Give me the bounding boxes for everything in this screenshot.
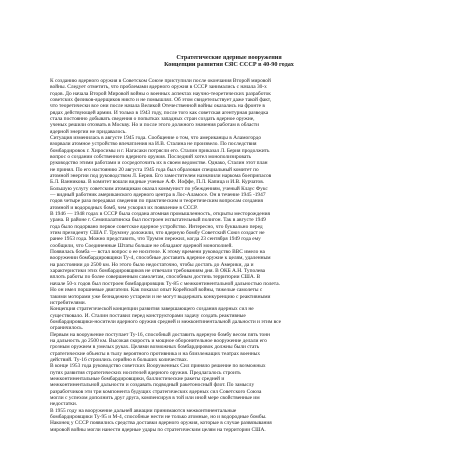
text-line: годов. До начала Второй Мировой войны о военных аспектах научно-теоретических разработок xyxy=(50,90,271,97)
text-line: Большую услугу советским атомщикам оказал коммунист по убеждениям, ученый Клаус Фукс xyxy=(50,185,268,192)
title-line-1: Стратегические ядерные вооружения xyxy=(176,54,282,61)
text-line: межконтинентальные бомбардировщики, баллистические ракеты средней и xyxy=(50,375,225,382)
text-line: Ситуация изменилась в августе 1945 года. Сообщение о том, что американцы в Аламогордо xyxy=(50,134,262,141)
text-line: мировой войны могли нанести ядерные удары по стратегическим целям на территории США. xyxy=(50,426,266,433)
document-title xyxy=(50,54,408,69)
text-line: стала постоянно добывать сведения о попытках западных стран создать ядерное оружие, xyxy=(50,115,255,122)
text-line: В конце 1953 года руководство советских Вооруженных Сил приняло решение по возможных xyxy=(50,363,266,370)
text-line: вооружении бомбардировщики Ту-4, способные доставить ядерное оружие к целям, удаленным xyxy=(50,255,271,262)
title-line-2: Концепции развития СЯС СССР в 40-90 годах xyxy=(164,61,294,69)
text-line: действий. Ту-16 строились серийно в больших количествах. xyxy=(50,356,189,363)
text-line: годов четыре раза передавал сведения по практическим и теоретическим вопросам создания xyxy=(50,198,263,205)
text-line: ранее 1953 года. Можно представить, что Трумэн пережил, когда 23 сентября 1949 года ему xyxy=(50,236,261,243)
text-line: — видный работник американского ядерного центра в Лос-Аламосе. Он в течение 1945 -1947 xyxy=(50,192,266,198)
text-line: на дальность до 2500 км. Высокая скорость и мощное оборонительное вооружение делали его xyxy=(50,337,267,344)
text-line: руководство этими работами и сосредоточить их в своем ведомстве. Однако, Сталин этот план xyxy=(50,160,268,167)
document-body xyxy=(50,78,408,433)
text-line: бомбардировок г. Хиросимы и г. Нагасаки потрясли его. Сталин приказал Л. Берия продолжить xyxy=(50,147,270,154)
text-line: стратегические объекты в тылу вероятного противника и на близлежащих театрах военных xyxy=(50,350,261,357)
text-line: бомбардировщики Ту-95 и М-4, способные нести не только атомные, но и водородные бомбы. xyxy=(50,414,267,421)
text-line: Первым на вооружение поступает Ту-16, способный доставить ядерную бомбу весом пять тонн xyxy=(50,331,270,338)
text-line: могли с успехом дополнить друг друга, компенсируя в той или иной мере свойственные им xyxy=(50,395,260,401)
text-line: Б.Л. Ванникова. В комитет вошли видные ученые А.Ф. Иоффе, П.Л. Капица и И.В. Курчатов. xyxy=(50,179,265,186)
text-line: бомбардировщики-носители ядерного оружия средней и межконтинентальной дальности и этим все xyxy=(50,318,281,325)
text-line: что теоретически все они после начала Великой Отечественной войны оказались на фронте в xyxy=(50,103,265,110)
text-line: урана. В районе г. Семипалатинска был построен испытательный полигон. Так в августе 1949 xyxy=(50,217,266,224)
text-line: истребителями. xyxy=(50,299,86,306)
text-line: Но он имел поршневые двигатели. Как показал опыт Корейской войны, тяжелые самолеты с xyxy=(50,287,263,294)
text-line: войны. Следует отметить, что проблемами ядерного оружия в СССР занимались с начала 30-х xyxy=(50,84,267,91)
text-line: вопрос о создании собственного ядерного оружия. Последний хотел монополизировать xyxy=(50,153,251,160)
text-line: В 1946 — 1948 годах в СССР была создана атомная промышленность, открыты месторождения xyxy=(50,211,270,218)
text-line: вплоть работы по более совершенным самолетам, способным достичь территории США. В xyxy=(50,274,261,281)
text-line: не принял. По его настоянию 20 августа 1945 года был образован специальный комитет по xyxy=(50,166,259,173)
text-line: Наконец у СССР появились средства доставки ядерного оружия, которые в случае развязывания xyxy=(50,420,272,427)
text-line: этим президенту США Г. Трумэну доложили, что ядерную бомбу Советский Союз создаст не xyxy=(50,230,265,237)
text-line: характеристики этих бомбардировщиков не отвечали требованиям дня. В ОКБ А.Н. Туполева xyxy=(50,268,266,275)
text-line: начале 50-х годов был построен бомбардировщик Ту-85 с межконтинентальной дальностью полета. xyxy=(50,280,280,287)
text-line: Концепция стратегической концепции развития завершающего создания ядерных сил не xyxy=(50,306,254,313)
text-line: года было подорвано первое советское ядерное устройство. Интересно, что буквально перед xyxy=(50,223,263,230)
text-line: ядерной энергии не придавалось. xyxy=(50,128,127,135)
text-line: рядах действующей армии. И только в 1943 году, после того как советская агентурная разведка xyxy=(50,109,269,116)
text-line: существовало. И. Сталин поставил перед конструкторами задачу создать реактивные xyxy=(50,312,246,319)
text-line: Появилась бомба — встал вопрос о ее носителе. К этому времени руководство ВВС имело на xyxy=(50,249,265,256)
text-line: на расстоянии до 2500 км. Но этого было недостаточно, чтобы достать до Америки, да и xyxy=(50,261,254,268)
text-line: межконтинентальной дальности и создавать подводный ракетоносный флот. По замыслу xyxy=(50,382,255,389)
text-line: сообщили, что Соединенные Штаты больше не обладают ядерной монополией. xyxy=(50,242,233,249)
text-line: взорвали атомное устройство впечатления на И.В. Сталина не произвело. По последствия xyxy=(50,141,257,148)
text-line: советских физиков-ядерщиков никто и не помышлял. Об этом свидетельствует даже такой факт, xyxy=(50,96,272,103)
text-line: такими моторами уже безнадежно устарели и не могут выдержать конкуренцию с реактивными xyxy=(50,293,271,300)
text-line: путях развития стратегических носителей ядерного оружия. Предлагалось строить xyxy=(50,369,241,376)
text-line: атомной энергии под руководством Л. Берия. Его заместителем назначили наркома боеприпасов xyxy=(50,172,272,179)
text-line: атомной и водородных бомб, чем ускорил их появление в СССР. xyxy=(50,204,198,211)
text-line: разработчиков эти три компонента будущих стратегических ядерных сил Советского Союза xyxy=(50,388,262,395)
text-line: К созданию ядерного оружия в Советском Союзе приступили после окончания Второй мировой xyxy=(50,77,271,84)
text-line: недостатки. xyxy=(50,401,78,408)
text-line: ограничилось. xyxy=(50,325,84,332)
text-line: грозным оружием в умелых руках. Целями возможных бомбардировок должны были стать xyxy=(50,344,260,351)
text-line: ученых решили отозвать в Москву. Но и после этого должного значения работам в области xyxy=(50,122,260,129)
text-line: В 1955 году на вооружение дальней авиации принимаются межконтинентальные xyxy=(50,407,237,414)
